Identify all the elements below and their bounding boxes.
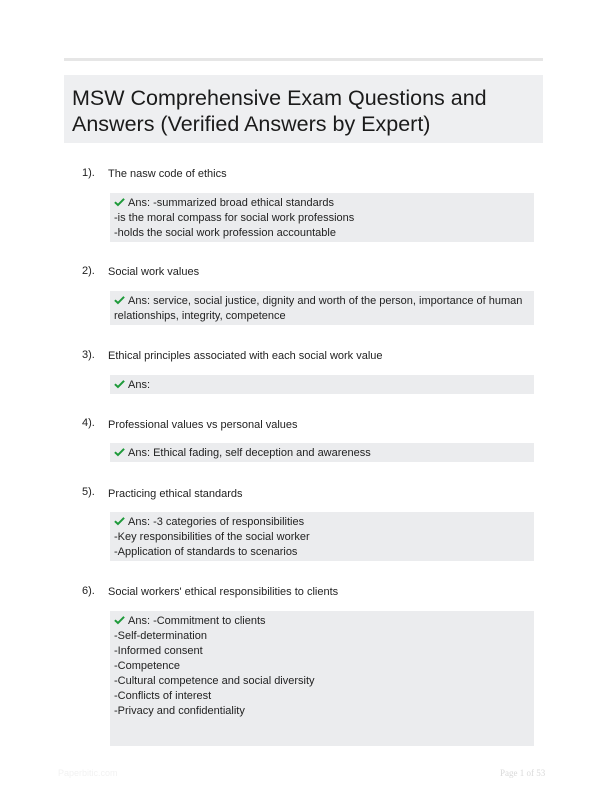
answer-line: Ans: -summarized broad ethical standards (128, 197, 335, 209)
answer-line: -holds the social work profession accountable (114, 227, 336, 239)
checkmark-icon (114, 447, 125, 457)
answer-line: -is the moral compass for social work professions (114, 212, 355, 224)
answer-line: Ans: Ethical fading, self deception and awareness (128, 447, 371, 459)
answer-line: -Privacy and confidentiality (114, 705, 245, 717)
answer-line: relationships, integrity, competence (114, 310, 286, 322)
checkmark-icon (114, 379, 125, 389)
top-divider (64, 58, 543, 61)
answer-box (110, 443, 534, 462)
checkmark-icon (114, 516, 125, 526)
answer-line: -Cultural competence and social diversity (114, 675, 315, 687)
question-text: Practicing ethical standards (108, 488, 243, 500)
checkmark-icon (114, 197, 125, 207)
question-number: 6). (82, 585, 95, 597)
question-text: Ethical principles associated with each social work value (108, 350, 383, 362)
answer-box (110, 375, 534, 394)
question-number: 5). (82, 486, 95, 498)
answer-line: Ans: -3 categories of responsibilities (128, 516, 305, 528)
question-text: Professional values vs personal values (108, 419, 298, 431)
answer-line: -Key responsibilities of the social worker (114, 531, 310, 543)
footer-watermark: Paperbitic.com (58, 768, 118, 778)
question-text: Social work values (108, 266, 200, 278)
answer-line: -Informed consent (114, 645, 203, 657)
page-number: Page 1 of 53 (500, 768, 546, 778)
question-number: 3). (82, 349, 95, 361)
question-number: 2). (82, 265, 95, 277)
answer-line: -Conflicts of interest (114, 690, 212, 702)
answer-line: Ans: -Commitment to clients (128, 615, 266, 627)
question-text: The nasw code of ethics (108, 168, 227, 180)
question-number: 4). (82, 417, 95, 429)
page-title: MSW Comprehensive Exam Questions and Answers (Verified Answers by Expert) (72, 86, 487, 136)
answer-box (110, 291, 534, 325)
checkmark-icon (114, 295, 125, 305)
answer-line: -Self-determination (114, 630, 207, 642)
question-number: 1). (82, 167, 95, 179)
answer-box (110, 512, 534, 561)
answer-line: Ans: service, social justice, dignity and worth of the person, importance of human (128, 295, 523, 307)
answer-box (110, 611, 534, 746)
answer-line: -Competence (114, 660, 181, 672)
checkmark-icon (114, 615, 125, 625)
question-text: Social workers' ethical responsibilities to clients (108, 586, 339, 598)
answer-box (110, 193, 534, 242)
answer-line: Ans: (128, 379, 151, 391)
answer-line: -Application of standards to scenarios (114, 546, 298, 558)
title-banner (64, 75, 543, 143)
